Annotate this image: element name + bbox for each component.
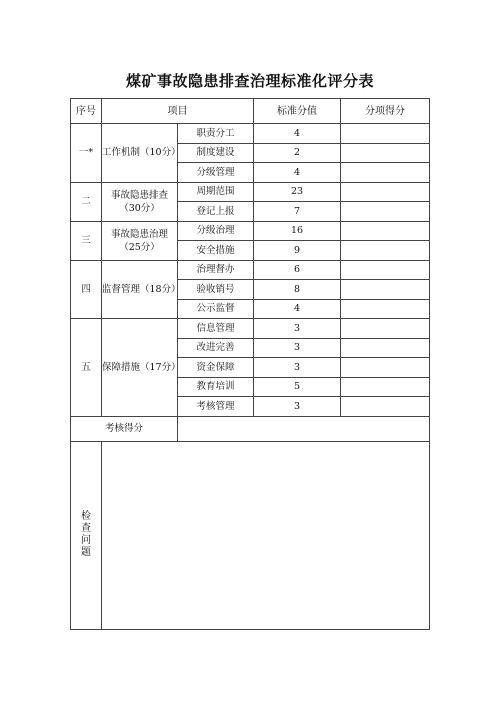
subitem-name: 制度建设 [178, 143, 254, 163]
score-table [70, 98, 430, 630]
group-seq: 四 [71, 260, 102, 319]
subitem-name: 改进完善 [178, 338, 254, 358]
group-category: 工作机制（10分） [102, 124, 178, 183]
subitem-name: 安全措施 [178, 241, 254, 261]
table-body [71, 124, 430, 417]
group-seq: 五 [71, 319, 102, 417]
total-row [71, 416, 430, 441]
standard-score: 6 [254, 260, 341, 280]
item-score-cell[interactable] [341, 358, 430, 378]
subitem-name: 分级管理 [178, 163, 254, 183]
item-score-cell[interactable] [341, 202, 430, 222]
item-score-cell[interactable] [341, 280, 430, 300]
item-score-cell[interactable] [341, 377, 430, 397]
item-score-cell[interactable] [341, 221, 430, 241]
subitem-name: 教育培训 [178, 377, 254, 397]
item-score-cell[interactable] [341, 397, 430, 417]
standard-score: 3 [254, 338, 341, 358]
standard-score: 4 [254, 163, 341, 183]
standard-score: 23 [254, 182, 341, 202]
group-category: 事故隐患治理（25分） [102, 221, 178, 260]
item-score-cell[interactable] [341, 182, 430, 202]
item-score-cell[interactable] [341, 338, 430, 358]
issues-label: 检查问题 [81, 511, 91, 558]
standard-score: 7 [254, 202, 341, 222]
item-score-cell[interactable] [341, 124, 430, 144]
subitem-name: 信息管理 [178, 319, 254, 339]
table-row [71, 221, 430, 241]
subitem-name: 治理督办 [178, 260, 254, 280]
subitem-name: 登记上报 [178, 202, 254, 222]
subitem-name: 分级治理 [178, 221, 254, 241]
issues-content-cell[interactable] [102, 441, 430, 629]
standard-score: 2 [254, 143, 341, 163]
header-seq: 序号 [71, 99, 102, 124]
standard-score: 3 [254, 397, 341, 417]
page-title: 煤矿事故隐患排查治理标准化评分表 [125, 72, 374, 90]
standard-score: 16 [254, 221, 341, 241]
table-row [71, 182, 430, 202]
group-seq: 一* [71, 124, 102, 183]
table-header-row [71, 99, 430, 124]
group-seq: 三 [71, 221, 102, 260]
item-score-cell[interactable] [341, 143, 430, 163]
standard-score: 5 [254, 377, 341, 397]
table-row [71, 319, 430, 339]
subitem-name: 周期范围 [178, 182, 254, 202]
standard-score: 8 [254, 280, 341, 300]
total-value-cell[interactable] [178, 416, 430, 441]
subitem-name: 公示监督 [178, 299, 254, 319]
total-label: 考核得分 [71, 416, 178, 441]
table-row [71, 260, 430, 280]
header-item-score: 分项得分 [341, 99, 430, 124]
subitem-name: 考核管理 [178, 397, 254, 417]
item-score-cell[interactable] [341, 299, 430, 319]
standard-score: 3 [254, 358, 341, 378]
subitem-name: 职责分工 [178, 124, 254, 144]
group-category: 保障措施（17分） [102, 319, 178, 417]
item-score-cell[interactable] [341, 319, 430, 339]
standard-score: 4 [254, 124, 341, 144]
table-row [71, 124, 430, 144]
header-item: 项目 [102, 99, 254, 124]
header-standard-score: 标准分值 [254, 99, 341, 124]
item-score-cell[interactable] [341, 163, 430, 183]
issues-label-cell [71, 441, 102, 629]
subitem-name: 资金保障 [178, 358, 254, 378]
standard-score: 4 [254, 299, 341, 319]
item-score-cell[interactable] [341, 241, 430, 261]
standard-score: 3 [254, 319, 341, 339]
item-score-cell[interactable] [341, 260, 430, 280]
standard-score: 9 [254, 241, 341, 261]
group-category: 事故隐患排查（30分） [102, 182, 178, 221]
subitem-name: 验收销号 [178, 280, 254, 300]
issues-row [71, 441, 430, 629]
group-seq: 二 [71, 182, 102, 221]
group-category: 监督管理（18分） [102, 260, 178, 319]
